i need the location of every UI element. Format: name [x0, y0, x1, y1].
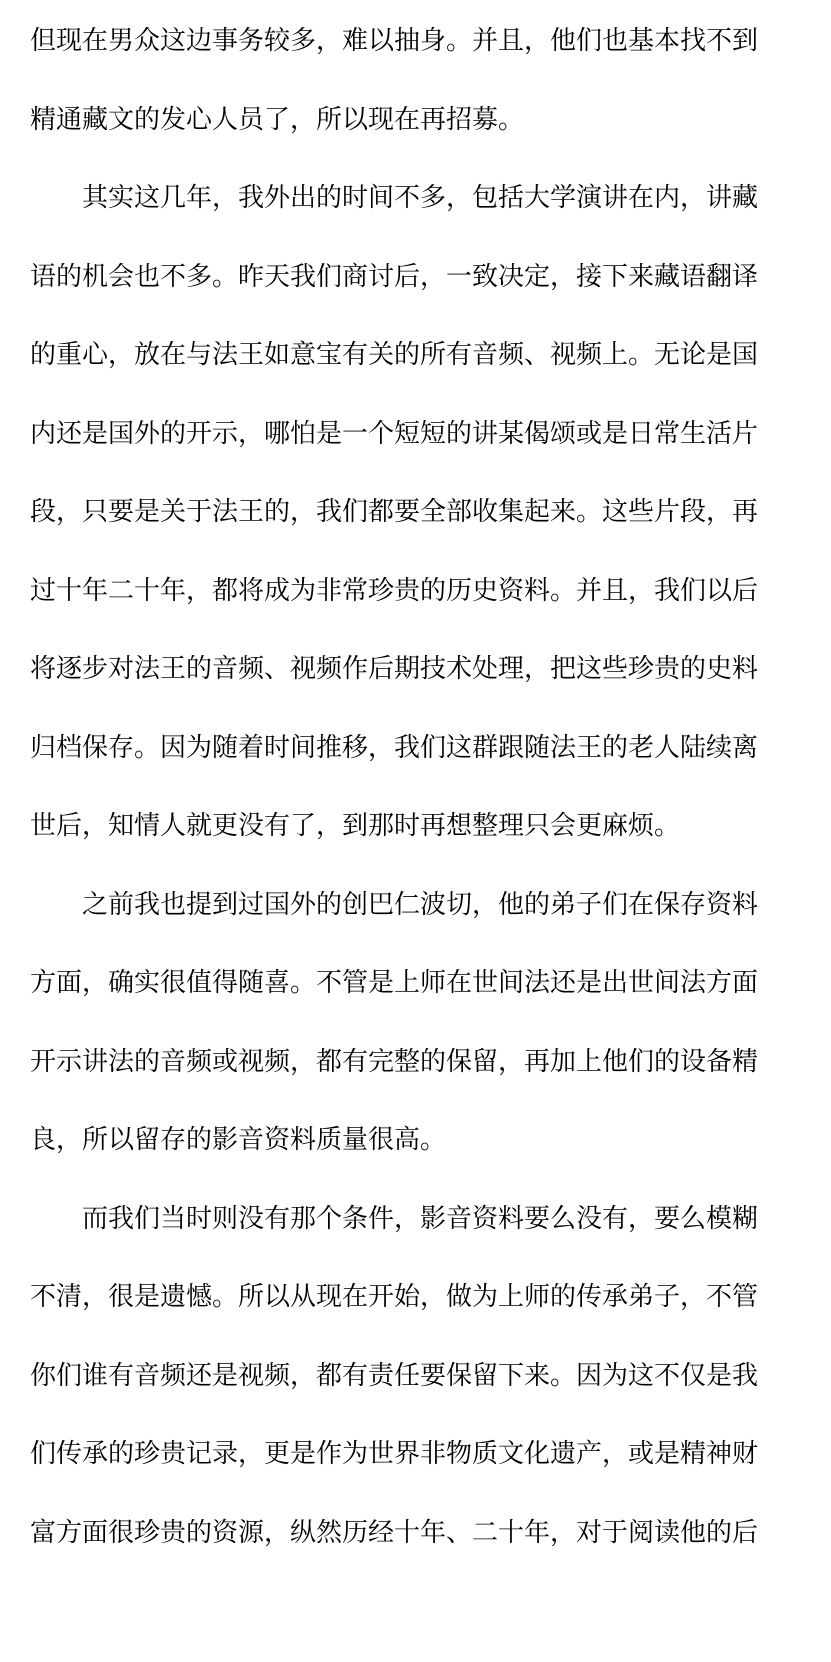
text-line: 不清，很是遗憾。所以从现在开始，做为上师的传承弟子，不管	[30, 1282, 759, 1312]
text-line: 开示讲法的音频或视频，都有完整的保留，再加上他们的设备精	[30, 1047, 759, 1077]
text-line: 富方面很珍贵的资源，纵然历经十年、二十年，对于阅读他的后	[30, 1518, 759, 1548]
text-line: 内还是国外的开示，哪怕是一个短短的讲某偈颂或是日常生活片	[30, 419, 759, 449]
text-line: 将逐步对法王的音频、视频作后期技术处理，把这些珍贵的史料	[30, 654, 759, 684]
text-line: 段，只要是关于法王的，我们都要全部收集起来。这些片段，再	[30, 497, 759, 527]
paragraph-first-line: 而我们当时则没有那个条件，影音资料要么没有，要么模糊	[82, 1204, 759, 1234]
text-line: 但现在男众这边事务较多，难以抽身。并且，他们也基本找不到	[30, 26, 759, 56]
text-line: 们传承的珍贵记录，更是作为世界非物质文化遗产，或是精神财	[30, 1439, 759, 1469]
text-line: 过十年二十年，都将成为非常珍贵的历史资料。并且，我们以后	[30, 576, 759, 606]
text-line: 归档保存。因为随着时间推移，我们这群跟随法王的老人陆续离	[30, 733, 759, 763]
text-line: 方面，确实很值得随喜。不管是上师在世间法还是出世间法方面	[30, 968, 759, 998]
text-line: 良，所以留存的影音资料质量很高。	[30, 1125, 447, 1155]
paragraph-first-line: 之前我也提到过国外的创巴仁波切，他的弟子们在保存资料	[82, 890, 759, 920]
text-line: 语的机会也不多。昨天我们商讨后，一致决定，接下来藏语翻译	[30, 262, 759, 292]
text-line: 精通藏文的发心人员了，所以现在再招募。	[30, 105, 525, 135]
text-line: 的重心，放在与法王如意宝有关的所有音频、视频上。无论是国	[30, 340, 759, 370]
text-line: 世后，知情人就更没有了，到那时再想整理只会更麻烦。	[30, 811, 681, 841]
text-line: 你们谁有音频还是视频，都有责任要保留下来。因为这不仅是我	[30, 1361, 759, 1391]
paragraph-first-line: 其实这几年，我外出的时间不多，包括大学演讲在内，讲藏	[82, 183, 759, 213]
